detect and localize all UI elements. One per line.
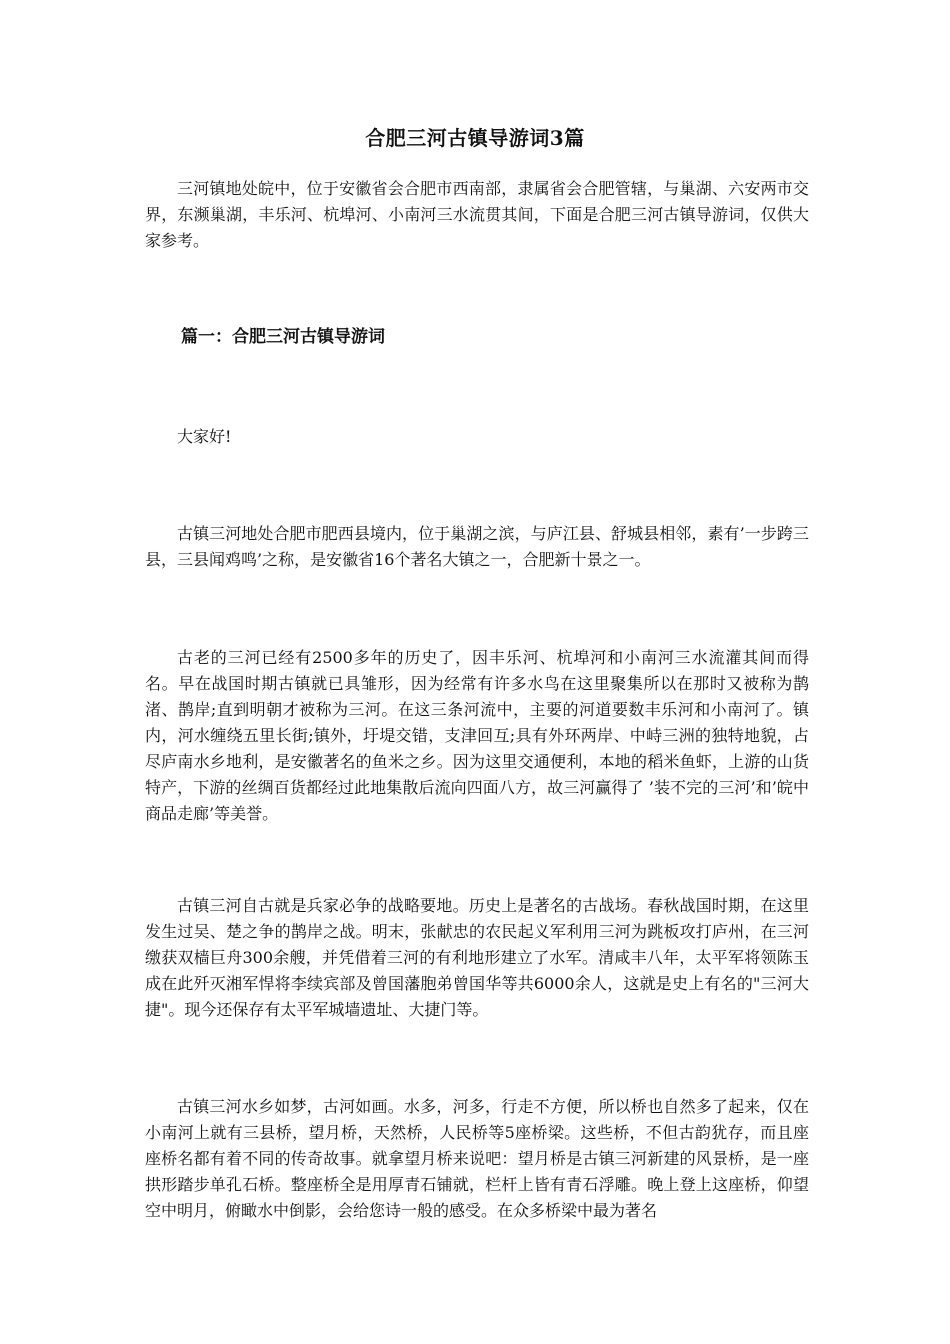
document-title: 合肥三河古镇导游词3篇 (365, 126, 585, 150)
body-paragraph-1: 古镇三河地处合肥市肥西县境内，位于巢湖之滨，与庐江县、舒城县相邻，素有’一步跨三县，三县闻鸡鸣’之称，是安徽省16个著名大镇之一，合肥新十景之一。 (145, 524, 809, 569)
section-heading: 篇一：合肥三河古镇导游词 (181, 327, 385, 347)
body-paragraph-4: 古镇三河水乡如梦，古河如画。水多，河多，行走不方便，所以桥也自然多了起来，仅在小南河上就有三县桥，望月桥，天然桥，人民桥等5座桥梁。这些桥，不但古韵犹存，而且座座桥名都有着不同的传奇故事。就拿望月桥来说吧：望月桥是古镇三河新建的风景桥，是一座拱形踏步单孔石桥。整座桥全是用厚青石铺就，栏杆上皆有青石浮雕。晚上登上这座桥，仰望空中明月，俯瞰水中倒影，会给您诗一般的感受。在众多桥梁中最为著名 (145, 1097, 809, 1220)
body-paragraph-3: 古镇三河自古就是兵家必争的战略要地。历史上是著名的古战场。春秋战国时期，在这里发生过吴、楚之争的鹊岸之战。明末，张献忠的农民起义军利用三河为跳板攻打庐州，在三河缴获双樯巨舟300余艘，并凭借着三河的有利地形建立了水军。清咸丰八年，太平军将领陈玉成在此歼灭湘军悍将李续宾部及曾国藩胞弟曾国华等共6000余人，这就是史上有名的"三河大捷"。现今还保存有太平军城墙遗址、大捷门等。 (145, 896, 809, 1019)
body-paragraph-2: 古老的三河已经有2500多年的历史了，因丰乐河、杭埠河和小南河三水流灌其间而得名。早在战国时期古镇就已具雏形，因为经常有许多水鸟在这里聚集所以在那时又被称为鹊渚、鹊岸;直到明朝才被称为三河。在这三条河流中，主要的河道要数丰乐河和小南河了。镇内，河水缠绕五里长街;镇外，圩堤交错，支津回互;具有外环两岸、中峙三洲的独特地貌，占尽庐南水乡地利，是安徽著名的鱼米之乡。因为这里交通便利，本地的稻米鱼虾，上游的山货特产，下游的丝绸百货都经过此地集散后流向四面八方，故三河赢得了 ’装不完的三河’和’皖中商品走廊’等美誉。 (145, 648, 809, 823)
greeting-paragraph: 大家好! (177, 427, 232, 446)
intro-paragraph: 三河镇地处皖中，位于安徽省会合肥市西南部，隶属省会合肥管辖，与巢湖、六安两市交界，东濒巢湖，丰乐河、杭埠河、小南河三水流贯其间，下面是合肥三河古镇导游词，仅供大家参考。 (145, 179, 809, 250)
